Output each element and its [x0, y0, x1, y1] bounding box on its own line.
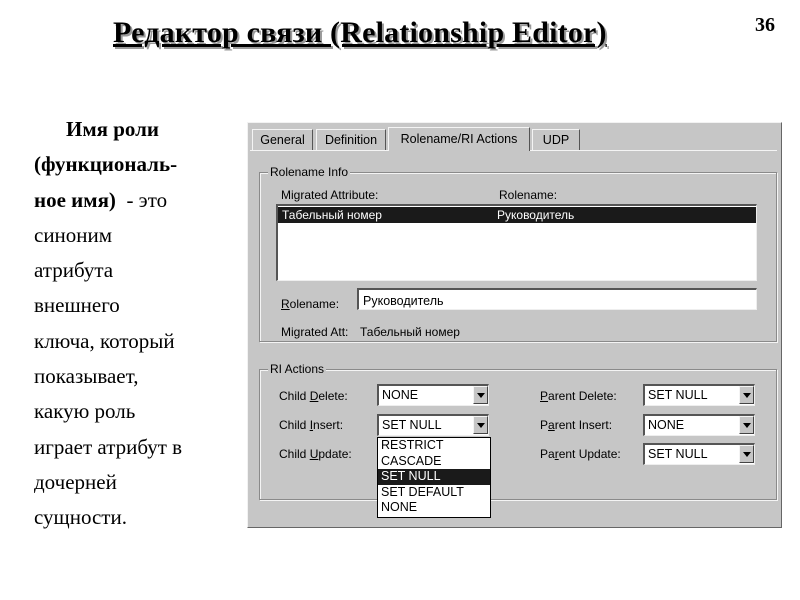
slide-title: Редактор связи (Relationship Editor) [113, 16, 607, 49]
rolename-list[interactable] [276, 204, 757, 281]
tab-general[interactable]: General [252, 129, 313, 150]
body-text: показывает, [34, 364, 139, 389]
rolename-info-group [259, 165, 777, 342]
body-text: сущности. [34, 505, 127, 530]
child-delete-select[interactable] [377, 384, 489, 406]
description-line [34, 112, 234, 147]
description-line [34, 253, 234, 288]
description-text [34, 112, 234, 536]
rolename-info-label: Rolename Info [270, 165, 349, 179]
parent-insert-select[interactable] [643, 414, 755, 436]
body-text: ключа, который [34, 328, 175, 353]
tab-udp[interactable]: UDP [532, 129, 580, 150]
term-text: (функциональ- [34, 152, 178, 177]
parent-insert-label: Parent Insert: [540, 418, 613, 432]
body-text: - это [115, 187, 168, 212]
row-migrated-attribute: Табельный номер [282, 208, 382, 222]
ri-actions-group [259, 362, 777, 515]
description-line [34, 147, 234, 182]
body-text: дочерней [34, 469, 117, 494]
migrated-att-label: Migrated Att: [281, 325, 349, 339]
description-line [34, 288, 234, 323]
term-text: ное имя) [34, 187, 116, 212]
parent-delete-select[interactable] [643, 384, 755, 406]
description-line [34, 324, 234, 359]
term-text: Имя роли [66, 117, 160, 141]
description-line [34, 394, 234, 429]
rolename-header: Rolename: [499, 188, 558, 202]
body-text: атрибута [34, 258, 114, 283]
chevron-down-icon[interactable] [739, 445, 754, 463]
rolename-input[interactable]: Руководитель [357, 288, 757, 310]
parent-delete-label: Parent Delete: [540, 389, 617, 403]
migrated-attribute-header: Migrated Attribute: [281, 188, 379, 202]
list-row-selected[interactable] [278, 207, 756, 223]
description-line [34, 218, 234, 253]
child-insert-value: SET NULL [382, 418, 442, 432]
parent-delete-value: SET NULL [648, 388, 708, 402]
relationship-editor-dialog [247, 122, 782, 528]
rolename-field-label: Rolename: [281, 297, 340, 311]
dropdown-option[interactable]: CASCADE [381, 453, 442, 468]
body-text: играет атрибут в [34, 434, 183, 459]
row-rolename: Руководитель [497, 208, 575, 222]
parent-update-value: SET NULL [648, 447, 708, 461]
parent-insert-value: NONE [648, 418, 685, 432]
child-insert-label: Child Insert: [279, 418, 344, 432]
chevron-down-icon[interactable] [739, 386, 754, 404]
tab-definition[interactable]: Definition [316, 129, 386, 150]
child-update-label: Child Update: [279, 447, 352, 461]
migrated-att-value: Табельный номер [360, 325, 460, 339]
dropdown-option[interactable]: SET DEFAULT [381, 484, 464, 499]
child-insert-select[interactable] [377, 414, 489, 436]
child-delete-value: NONE [382, 388, 419, 402]
tab-panel [250, 150, 777, 523]
parent-update-label: Parent Update: [540, 447, 621, 461]
ri-actions-label: RI Actions [270, 362, 325, 376]
body-text: какую роль [34, 399, 136, 424]
page-number: 36 [755, 14, 775, 36]
description-line [34, 430, 234, 465]
dropdown-option[interactable]: NONE [381, 500, 418, 515]
dropdown-option[interactable]: RESTRICT [381, 438, 444, 452]
chevron-down-icon[interactable] [473, 416, 488, 434]
child-update-dropdown[interactable] [377, 437, 491, 518]
body-text: синоним [34, 222, 113, 247]
description-line [34, 500, 234, 535]
chevron-down-icon[interactable] [473, 386, 488, 404]
dropdown-option[interactable]: SET NULL [378, 469, 490, 485]
tab-rolename-ri-actions[interactable]: Rolename/RI Actions [388, 127, 530, 151]
description-line [34, 359, 234, 394]
description-line [34, 465, 234, 500]
child-delete-label: Child Delete: [279, 389, 348, 403]
body-text: внешнего [34, 293, 120, 318]
parent-update-select[interactable] [643, 443, 755, 465]
description-line [34, 183, 234, 218]
chevron-down-icon[interactable] [739, 416, 754, 434]
